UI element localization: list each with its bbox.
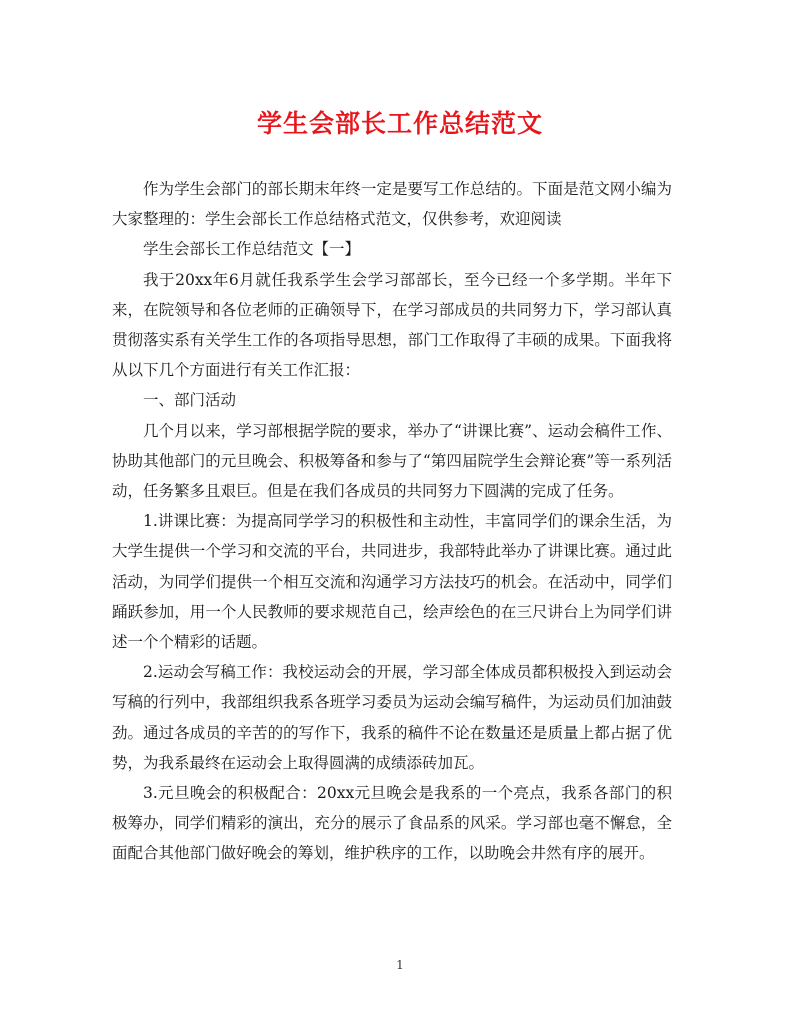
paragraph-activities: 几个月以来，学习部根据学院的要求，举办了“讲课比赛”、运动会稿件工作、协助其他部门的元旦晚会、积极筹备和参与了“第四届院学生会辩论赛”等一系列活动，任务繁多且艰巨。但是在我们各成员的共同努力下圆满的完成了任务。 — [112, 421, 672, 501]
page-number: 1 — [396, 958, 404, 972]
document-title: 学生会部长工作总结范文 — [256, 109, 543, 138]
paragraph-section-heading: 一、部门活动 — [143, 391, 237, 410]
paragraph-intro: 作为学生会部门的部长期末年终一定是要写工作总结的。下面是范文网小编为大家整理的：学生会部长工作总结格式范文，仅供参考，欢迎阅读 — [112, 180, 672, 229]
paragraph-overview: 我于20xx年6月就任我系学生会学习部部长，至今已经一个多学期。半年下来，在院领导和各位老师的正确领导下，在学习部成员的共同努力下，学习部认真贯彻落实系有关学生工作的各项指导思想，部门工作取得了丰硕的成果。下面我将从以下几个方面进行有关工作汇报： — [112, 270, 672, 380]
paragraph-subtitle: 学生会部长工作总结范文【一】 — [143, 240, 361, 259]
document-body — [112, 174, 672, 869]
paragraph-item-1: 1.讲课比赛：为提高同学学习的积极性和主动性，丰富同学们的课余生活，为大学生提供一个学习和交流的平台，共同进步，我部特此举办了讲课比赛。通过此活动，为同学们提供一个相互交流和沟通学习方法技巧的机会。在活动中，同学们踊跃参加，用一个人民教师的要求规范自己，绘声绘色的在三尺讲台上为同学们讲述一个个精彩的话题。 — [112, 512, 672, 652]
paragraph-item-2: 2.运动会写稿工作：我校运动会的开展，学习部全体成员都积极投入到运动会写稿的行列中，我部组织我系各班学习委员为运动会编写稿件，为运动员们加油鼓劲。通过各成员的辛苦的的写作下，我系的稿件不论在数量还是质量上都占据了优势，为我系最终在运动会上取得圆满的成绩添砖加瓦。 — [112, 663, 672, 772]
paragraph-item-3: 3.元旦晚会的积极配合：20xx元旦晚会是我系的一个亮点，我系各部门的积极筹办，同学们精彩的演出，充分的展示了食品系的风采。学习部也毫不懈怠，全面配合其他部门做好晚会的筹划，维护秩序的工作，以助晚会井然有序的展开。 — [112, 784, 672, 863]
